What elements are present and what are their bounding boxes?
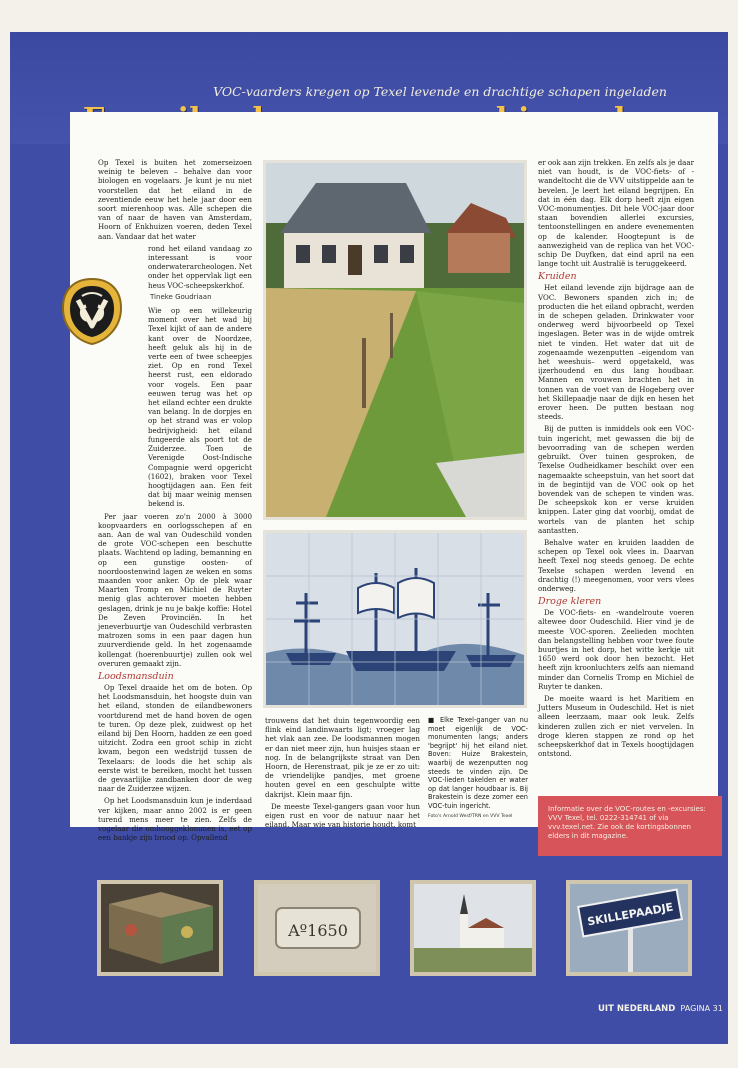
body-paragraph: De VOC-fiets- en -wandelroute voeren altewee door Oudeschild. Hier vind je de meeste VOC-sporen. Zeelieden mochten dan belangstelling hebben voor twee foute buurtjes in het dorp, het witte kerkje uit 1650 werd ook door hen bezocht. Het heeft zijn kroonluchters zelfs aan niemand minder dan Cornelis Tromp en Michiel de Ruyter te danken. — [538, 608, 694, 691]
ships-tile-image — [266, 533, 524, 705]
photo-huize-brakestein — [263, 160, 527, 520]
stone-image — [258, 884, 376, 972]
body-paragraph: Het eiland levende zijn bijdrage aan de VOC. Bewoners spanden zich in; de producten die het eiland opbracht, werden in de schepen geladen. Drinkwater voor onderweg werd bijvoorbeeld op Texel ingeslagen. Beter was in de wijde omtrek niet te vinden. Het water dat uit de zogenaamde wezenputten –eigendom van het weeshuis– werd opgetakeld, was ijzerhoudend en dus lang houdbaar. Mannen en vrouwen brachten het in tonnen van de voet van de Hogeberg over het Skillepaadje naar de dijk en hesen het erover heen. De putten bestaan nog steeds. — [538, 283, 694, 422]
body-paragraph: Op Texel draaide het om de boten. Op het Loodsmansduin, het hoogste duin van het eiland, stonden de eilandbewoners voortdurend met de hand boven de ogen te turen. Op deze plek, zuidwest op het eiland bij Den Hoorn, hadden ze een goed uitzicht. Zodra een groot schip in zicht kwam, begon een wedstrijd tussen de Texelaars: de loods die het schip als eerste wist te bereiken, mocht het tussen de gevaarlijke zandbanken door de weg naar de Zuiderzee wijzen. — [98, 682, 252, 794]
sign-image — [570, 884, 688, 972]
body-paragraph: Behalve water en kruiden laadden de schepen op Texel ook vlees in. Daarvan heeft Texel nog steeds genoeg. De echte Texelse schapen werden levend en drachtig (!) meegenomen, voor vers vlees onderweg. — [538, 537, 694, 593]
page-footer — [598, 1004, 723, 1014]
page-number: PAGINA 31 — [680, 1004, 723, 1013]
thumb-skillepaadje-sign — [566, 880, 692, 976]
caption-text: ■ Elke Texel-ganger van nu moet eigenlijk de VOC-monumenten langs; anders 'begrijpt' hij het eiland niet. Boven: Huize Brakestein, waarbij de wezenputten nog steeds te vinden zijn. De VOC-lieden takelden er water op dat langer houdbaar is. Bij Brakestein is deze zomer een VOC-tuin ingericht. — [428, 716, 528, 810]
column-1 — [98, 158, 252, 843]
house-landscape-image — [266, 163, 524, 517]
body-paragraph: De meeste Texel-gangers gaan voor hun eigen rust en voor de natuur naar het eiland. Maar wie van historie houdt, komt — [265, 801, 420, 830]
body-paragraph: Wie op een willekeurig moment over het wad bij Texel kijkt of aan de andere kant over de Noordzee, heeft geluk als hij in de verte een of twee scheepjes ziet. Op en rond Texel heerst rust, een eldorado voor vogels. Een paar eeuwen terug was het op het eiland echter een drukte van belang. In de dorpjes en op het strand was er volop bedrijvigheid: het eiland fungeerde als poort tot de Zuiderzee. Toen de Verenigde Oost-Indische Compagnie werd opgericht (1602), braken voor Texel hoogtijdagen aan. Een feit dat bij maar weinig mensen bekend is. — [148, 306, 252, 509]
body-paragraph: De moeite waard is het Maritiem en Jutters Museum in Oudeschild. Het is niet alleen leerzaam, maar ook leuk. Zelfs kinderen zullen zich er niet vervelen. In droge kleren stappen ze rond op het scheepskerkhof dat in Texels hoogtijdagen ontstond. — [538, 693, 694, 759]
author-byline: Tineke Goudriaan — [150, 292, 212, 301]
column-2-text — [265, 716, 420, 830]
column-3 — [538, 158, 694, 778]
chest-image — [101, 884, 219, 972]
body-paragraph: trouwens dat het duin tegenwoordig een flink eind landinwaarts ligt; vroeger lag het vlak aan zee. De loodsmannen mogen er dan niet meer zijn, hun huisjes staan er nog. In de belangrijkste straat van Den Hoorn, de Herenstraat, pik je ze er zo uit: de vriendelijke pandjes, met groene houten gevel en een geschulpte witte dakrijst. Klein maar fijn. — [265, 716, 420, 799]
thumb-stone-1650 — [254, 880, 380, 976]
sign-text: SKILLEPAADJE — [586, 900, 675, 929]
photo-credit: Foto's Arnold Wesf/TRN en VVV Texel — [428, 813, 513, 819]
church-image — [414, 884, 532, 972]
subhead-droge-kleren: Droge kleren — [538, 596, 602, 608]
lead-text-2: rond het eiland vandaag zo interessant is voor onderwaterarcheologen. Net onder het oppervlak ligt een heus VOC-scheepskerkhof. — [148, 243, 252, 290]
subhead-kruiden: Kruiden — [538, 271, 577, 283]
subhead-loodsmansduin: Loodsmansduin — [98, 670, 174, 682]
kicker: VOC-vaarders kregen op Texel levende en drachtige schapen ingeladen — [213, 84, 667, 99]
lead-text-1: Op Texel is buiten het zomerseizoen weinig te beleven – behalve dan voor biologen en vogelaars. Je kunt je nu niet voorstellen dat het eiland in de zeventiende eeuw het hele jaar door een soort mierenhoop was. Alle schepen die van of naar de haven van Amsterdam, Hoorn of Enkhuizen voeren, deden Texel aan. Vandaar dat het water — [98, 158, 252, 241]
body-paragraph: Op het Loodsmansduin kun je inderdaad ver kijken, maar anno 2002 is er geen turend mens meer te zien. Zelfs de vogelaar die omhooggeklommen is, eet op een bankje zijn brood op. Opvallend — [98, 796, 252, 843]
stone-inscription: Aº1650 — [288, 921, 348, 940]
info-box: Informatie over de VOC-routes en -excursies: VVV Texel, tel. 0222-314741 of via vvv.texel.net. Zie ook de kortingsbonnen elders in dit magazine. — [538, 796, 722, 856]
body-paragraph: Bij de putten is inmiddels ook een VOC-tuin ingericht, met gewassen die bij de bevoorrading van de schepen werden gebruikt. Over tuinen gesproken, de Texelse Oudheidkamer beschikt over een nagemaakte scheepstuin, van het soort dat in de begintijd van de VOC ook op het bovendek van de schepen te vinden was. De scheepskok kon er verse kruiden knippen. Later ging dat voorbij, omdat de wortels van de planten het schip aantastten. — [538, 424, 694, 535]
lead-paragraph — [98, 158, 252, 290]
thumb-painted-chest — [97, 880, 223, 976]
body-paragraph: er ook aan zijn trekken. En zelfs als je daar niet van houdt, is de VOC-fiets- of -wandeltocht die de VVV uitstippelde aan te bevelen. Je leert het eiland begrijpen. En dat in één dag. Elk dorp heeft zijn eigen VOC-monumentjes. Dit hele VOC-jaar door staan bovendien allerlei excursies, tentoonstellingen en andere evenementen op de kalender. Hoogtepunt is de aanwezigheid van de replica van het VOC-schip De Duyfken, dat eind april na een lange tocht uit Australië is teruggekeerd. — [538, 158, 694, 269]
body-paragraph: Per jaar voeren zo'n 2000 à 3000 koopvaarders en oorlogsschepen af en aan. Aan de wal van Oudeschild vonden de grote VOC-schepen een beschutte plaats. Wachtend op lading, bemanning en op een gunstige oosten- of noordoostenwind lagen ze weken en soms maanden voor anker. Op de plek waar Maarten Tromp en Michiel de Ruyter menig glas achterover moeten hebben geslagen, drink je nu je bakje koffie: Hotel De Zeven Provinciën. In het jeneverbuurtje van Oudeschild verbrasten matrozen soms in een paar dagen hun zuurverdiende geld. In het zogenaamde kollengat (hoerenbuurtje) zullen ook wel overuren gemaakt zijn. — [98, 511, 252, 668]
voc-logo-icon — [60, 276, 124, 346]
photo-caption — [428, 716, 528, 819]
thumb-white-church — [410, 880, 536, 976]
magazine-brand: UIT NEDERLAND — [598, 1004, 676, 1014]
photo-tile-ships — [263, 530, 527, 708]
